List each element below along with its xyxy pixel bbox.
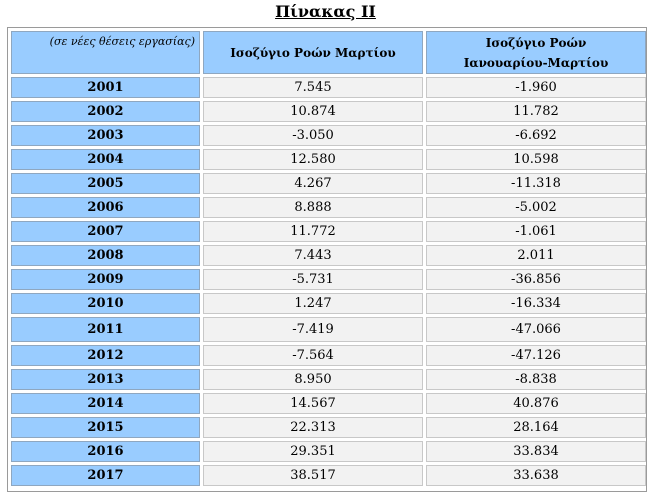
year-cell: 2006	[11, 197, 200, 218]
march-flow-cell: 4.267	[203, 173, 423, 194]
header-jan-march-line1: Ισοζύγιο Ροών	[485, 36, 587, 50]
table-header-row	[11, 31, 646, 74]
jan-march-flow-cell: 10.598	[426, 149, 646, 170]
jan-march-flow-cell: -6.692	[426, 125, 646, 146]
march-flow-cell: 7.443	[203, 245, 423, 266]
table-row	[11, 293, 646, 314]
march-flow-cell: -7.564	[203, 345, 423, 366]
march-flow-cell: 14.567	[203, 393, 423, 414]
jan-march-flow-cell: -47.126	[426, 345, 646, 366]
table-row	[11, 317, 646, 342]
table-row	[11, 269, 646, 290]
table-body	[11, 77, 646, 486]
march-flow-cell: 1.247	[203, 293, 423, 314]
jan-march-flow-cell: 40.876	[426, 393, 646, 414]
table-row	[11, 245, 646, 266]
jan-march-flow-cell: 33.638	[426, 465, 646, 486]
table-row	[11, 101, 646, 122]
year-cell: 2003	[11, 125, 200, 146]
jan-march-flow-cell: -36.856	[426, 269, 646, 290]
table-row	[11, 465, 646, 486]
year-cell: 2012	[11, 345, 200, 366]
header-note: (σε νέες θέσεις εργασίας)	[49, 35, 195, 48]
jan-march-flow-cell: -5.002	[426, 197, 646, 218]
year-cell: 2001	[11, 77, 200, 98]
jan-march-flow-cell: -1.960	[426, 77, 646, 98]
march-flow-cell: 8.888	[203, 197, 423, 218]
jan-march-flow-cell: -8.838	[426, 369, 646, 390]
header-note-cell	[11, 31, 200, 74]
jan-march-flow-cell: 28.164	[426, 417, 646, 438]
table-row	[11, 345, 646, 366]
year-cell: 2002	[11, 101, 200, 122]
march-flow-cell: 12.580	[203, 149, 423, 170]
header-march-flows-label: Ισοζύγιο Ροών Μαρτίου	[230, 45, 396, 60]
year-cell: 2016	[11, 441, 200, 462]
jan-march-flow-cell: 11.782	[426, 101, 646, 122]
march-flow-cell: 8.950	[203, 369, 423, 390]
year-cell: 2005	[11, 173, 200, 194]
table-row	[11, 221, 646, 242]
flows-table-frame	[7, 27, 647, 492]
jan-march-flow-cell: -11.318	[426, 173, 646, 194]
year-cell: 2008	[11, 245, 200, 266]
year-cell: 2011	[11, 317, 200, 342]
march-flow-cell: 29.351	[203, 441, 423, 462]
jan-march-flow-cell: -47.066	[426, 317, 646, 342]
table-row	[11, 393, 646, 414]
header-jan-march-flows	[426, 31, 646, 74]
march-flow-cell: -5.731	[203, 269, 423, 290]
jan-march-flow-cell: 33.834	[426, 441, 646, 462]
jan-march-flow-cell: -16.334	[426, 293, 646, 314]
march-flow-cell: 38.517	[203, 465, 423, 486]
year-cell: 2015	[11, 417, 200, 438]
table-row	[11, 441, 646, 462]
march-flow-cell: 22.313	[203, 417, 423, 438]
flows-table	[8, 28, 649, 489]
table-row	[11, 417, 646, 438]
march-flow-cell: 7.545	[203, 77, 423, 98]
year-cell: 2004	[11, 149, 200, 170]
jan-march-flow-cell: -1.061	[426, 221, 646, 242]
header-jan-march-line2: Ιανουαρίου-Μαρτίου	[463, 56, 609, 70]
table-row	[11, 149, 646, 170]
page-title: Πίνακας ΙΙ	[275, 2, 376, 21]
header-march-flows	[203, 31, 423, 74]
table-row	[11, 77, 646, 98]
march-flow-cell: 11.772	[203, 221, 423, 242]
year-cell: 2014	[11, 393, 200, 414]
table-row	[11, 369, 646, 390]
year-cell: 2013	[11, 369, 200, 390]
year-cell: 2009	[11, 269, 200, 290]
table-row	[11, 197, 646, 218]
march-flow-cell: -7.419	[203, 317, 423, 342]
year-cell: 2010	[11, 293, 200, 314]
year-cell: 2017	[11, 465, 200, 486]
march-flow-cell: -3.050	[203, 125, 423, 146]
year-cell: 2007	[11, 221, 200, 242]
table-row	[11, 173, 646, 194]
jan-march-flow-cell: 2.011	[426, 245, 646, 266]
table-row	[11, 125, 646, 146]
march-flow-cell: 10.874	[203, 101, 423, 122]
